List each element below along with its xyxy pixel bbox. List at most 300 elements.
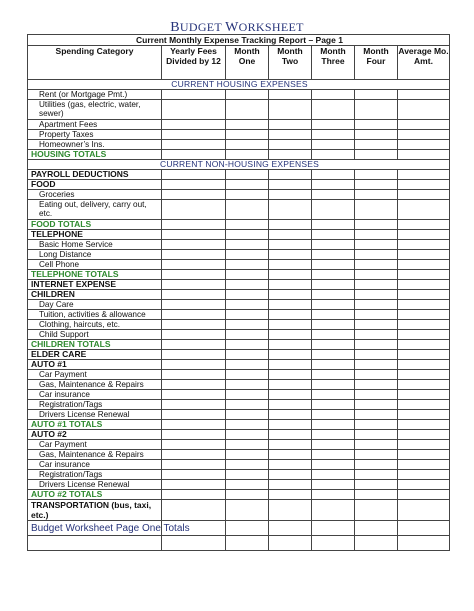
amount-cell[interactable] [312, 320, 355, 330]
amount-cell[interactable] [162, 290, 226, 300]
amount-cell[interactable] [269, 220, 312, 230]
amount-cell[interactable] [269, 250, 312, 260]
amount-cell[interactable] [269, 340, 312, 350]
amount-cell[interactable] [312, 400, 355, 410]
amount-cell[interactable] [162, 400, 226, 410]
amount-cell[interactable] [398, 200, 450, 220]
header-month-one: Month One [226, 46, 269, 80]
amount-cell[interactable] [226, 270, 269, 280]
amount-cell[interactable] [355, 380, 398, 390]
amount-cell[interactable] [355, 521, 398, 536]
amount-cell[interactable] [355, 150, 398, 160]
amount-cell[interactable] [312, 450, 355, 460]
amount-cell[interactable] [398, 150, 450, 160]
amount-cell[interactable] [355, 100, 398, 120]
amount-cell[interactable] [398, 170, 450, 180]
amount-cell[interactable] [312, 370, 355, 380]
amount-cell[interactable] [226, 120, 269, 130]
amount-cell[interactable] [269, 120, 312, 130]
amount-cell[interactable] [312, 290, 355, 300]
amount-cell[interactable] [398, 360, 450, 370]
amount-cell[interactable] [162, 410, 226, 420]
amount-cell[interactable] [269, 180, 312, 190]
amount-cell[interactable] [312, 350, 355, 360]
amount-cell[interactable] [355, 270, 398, 280]
amount-cell[interactable] [269, 460, 312, 470]
amount-cell[interactable] [269, 400, 312, 410]
amount-cell[interactable] [312, 140, 355, 150]
amount-cell[interactable] [162, 260, 226, 270]
header-month-three: Month Three [312, 46, 355, 80]
row-label: Registration/Tags [28, 470, 162, 480]
amount-cell[interactable] [226, 310, 269, 320]
amount-cell[interactable] [355, 290, 398, 300]
amount-cell[interactable] [312, 390, 355, 400]
amount-cell[interactable] [355, 410, 398, 420]
amount-cell[interactable] [162, 330, 226, 340]
amount-cell[interactable] [269, 410, 312, 420]
amount-cell[interactable] [355, 350, 398, 360]
amount-cell[interactable] [269, 360, 312, 370]
amount-cell[interactable] [269, 300, 312, 310]
amount-cell[interactable] [355, 536, 398, 551]
amount-cell[interactable] [269, 90, 312, 100]
amount-cell[interactable] [226, 170, 269, 180]
amount-cell[interactable] [226, 460, 269, 470]
row-label: AUTO #1 TOTALS [28, 420, 162, 430]
amount-cell[interactable] [312, 536, 355, 551]
amount-cell[interactable] [226, 230, 269, 240]
amount-cell[interactable] [398, 190, 450, 200]
category-row [28, 230, 450, 240]
amount-cell[interactable] [355, 180, 398, 190]
amount-cell[interactable] [162, 490, 226, 500]
amount-cell[interactable] [162, 240, 226, 250]
amount-cell[interactable] [398, 240, 450, 250]
amount-cell[interactable] [269, 260, 312, 270]
amount-cell[interactable] [312, 270, 355, 280]
amount-cell[interactable] [226, 260, 269, 270]
amount-cell[interactable] [312, 440, 355, 450]
amount-cell[interactable] [312, 310, 355, 320]
amount-cell[interactable] [355, 260, 398, 270]
amount-cell[interactable] [269, 100, 312, 120]
amount-cell[interactable] [398, 260, 450, 270]
amount-cell[interactable] [312, 420, 355, 430]
amount-cell[interactable] [355, 470, 398, 480]
header-spending-category: Spending Category [28, 46, 162, 80]
amount-cell[interactable] [162, 450, 226, 460]
table-row [28, 410, 450, 420]
category-row [28, 180, 450, 190]
category-row [28, 280, 450, 290]
amount-cell[interactable] [398, 320, 450, 330]
amount-cell[interactable] [269, 390, 312, 400]
amount-cell[interactable] [269, 500, 312, 521]
row-label: Budget Worksheet Page One Totals [28, 521, 162, 536]
amount-cell[interactable] [226, 200, 269, 220]
amount-cell[interactable] [312, 200, 355, 220]
amount-cell[interactable] [226, 360, 269, 370]
amount-cell[interactable] [312, 120, 355, 130]
amount-cell[interactable] [162, 120, 226, 130]
row-label: Eating out, delivery, carry out, etc. [28, 200, 162, 220]
table-row [28, 450, 450, 460]
total-row [28, 420, 450, 430]
amount-cell[interactable] [269, 380, 312, 390]
amount-cell[interactable] [355, 240, 398, 250]
amount-cell[interactable] [398, 290, 450, 300]
amount-cell[interactable] [355, 200, 398, 220]
amount-cell[interactable] [162, 250, 226, 260]
row-label: Utilities (gas, electric, water, sewer) [28, 100, 162, 120]
amount-cell[interactable] [269, 480, 312, 490]
amount-cell[interactable] [269, 150, 312, 160]
amount-cell[interactable] [312, 220, 355, 230]
row-label: AUTO #2 [28, 430, 162, 440]
amount-cell[interactable] [226, 150, 269, 160]
amount-cell[interactable] [312, 150, 355, 160]
row-label: CHILDREN TOTALS [28, 340, 162, 350]
amount-cell[interactable] [226, 250, 269, 260]
amount-cell[interactable] [226, 480, 269, 490]
header-month-four: Month Four [355, 46, 398, 80]
row-label: TELEPHONE [28, 230, 162, 240]
category-row [28, 350, 450, 360]
amount-cell[interactable] [312, 430, 355, 440]
amount-cell[interactable] [355, 460, 398, 470]
amount-cell[interactable] [312, 90, 355, 100]
amount-cell[interactable] [269, 200, 312, 220]
amount-cell[interactable] [226, 500, 269, 521]
amount-cell[interactable] [162, 170, 226, 180]
amount-cell[interactable] [398, 450, 450, 460]
amount-cell[interactable] [269, 370, 312, 380]
amount-cell[interactable] [312, 190, 355, 200]
amount-cell[interactable] [269, 290, 312, 300]
amount-cell[interactable] [398, 270, 450, 280]
amount-cell[interactable] [312, 460, 355, 470]
amount-cell[interactable] [398, 480, 450, 490]
amount-cell[interactable] [355, 440, 398, 450]
row-label: Long Distance [28, 250, 162, 260]
table-row [28, 390, 450, 400]
amount-cell[interactable] [398, 180, 450, 190]
amount-cell[interactable] [162, 390, 226, 400]
amount-cell[interactable] [355, 130, 398, 140]
amount-cell[interactable] [162, 90, 226, 100]
amount-cell[interactable] [269, 536, 312, 551]
row-label: INTERNET EXPENSE [28, 280, 162, 290]
amount-cell[interactable] [355, 310, 398, 320]
amount-cell[interactable] [162, 420, 226, 430]
amount-cell[interactable] [312, 230, 355, 240]
amount-cell[interactable] [355, 320, 398, 330]
page-totals-row [28, 521, 450, 536]
amount-cell[interactable] [269, 280, 312, 290]
total-row [28, 270, 450, 280]
amount-cell[interactable] [312, 330, 355, 340]
row-label: TRANSPORTATION (bus, taxi, etc.) [28, 500, 162, 521]
table-row [28, 200, 450, 220]
amount-cell[interactable] [312, 410, 355, 420]
amount-cell[interactable] [226, 240, 269, 250]
row-label: Car insurance [28, 460, 162, 470]
amount-cell[interactable] [355, 340, 398, 350]
row-label: Tuition, activities & allowance [28, 310, 162, 320]
table-row [28, 100, 450, 120]
amount-cell[interactable] [226, 536, 269, 551]
amount-cell[interactable] [226, 350, 269, 360]
amount-cell[interactable] [355, 450, 398, 460]
amount-cell[interactable] [355, 360, 398, 370]
amount-cell[interactable] [226, 420, 269, 430]
amount-cell[interactable] [226, 440, 269, 450]
amount-cell[interactable] [398, 90, 450, 100]
amount-cell[interactable] [398, 410, 450, 420]
amount-cell[interactable] [398, 370, 450, 380]
amount-cell[interactable] [269, 230, 312, 240]
amount-cell[interactable] [355, 330, 398, 340]
amount-cell[interactable] [226, 450, 269, 460]
table-row [28, 90, 450, 100]
amount-cell[interactable] [226, 380, 269, 390]
amount-cell[interactable] [312, 380, 355, 390]
amount-cell[interactable] [398, 430, 450, 440]
amount-cell[interactable] [226, 300, 269, 310]
amount-cell[interactable] [162, 310, 226, 320]
amount-cell[interactable] [312, 500, 355, 521]
amount-cell[interactable] [226, 340, 269, 350]
amount-cell[interactable] [398, 140, 450, 150]
amount-cell[interactable] [162, 460, 226, 470]
amount-cell[interactable] [162, 300, 226, 310]
amount-cell[interactable] [312, 490, 355, 500]
amount-cell[interactable] [312, 360, 355, 370]
row-label: Car Payment [28, 370, 162, 380]
row-label: Car Payment [28, 440, 162, 450]
amount-cell[interactable] [398, 340, 450, 350]
amount-cell[interactable] [226, 521, 269, 536]
amount-cell[interactable] [162, 536, 226, 551]
amount-cell[interactable] [162, 370, 226, 380]
amount-cell[interactable] [398, 330, 450, 340]
header-row [28, 46, 450, 80]
report-title-row [28, 35, 450, 46]
row-label: Child Support [28, 330, 162, 340]
amount-cell[interactable] [398, 100, 450, 120]
amount-cell[interactable] [398, 130, 450, 140]
amount-cell[interactable] [312, 260, 355, 270]
amount-cell[interactable] [398, 420, 450, 430]
amount-cell[interactable] [355, 140, 398, 150]
amount-cell[interactable] [226, 190, 269, 200]
amount-cell[interactable] [269, 170, 312, 180]
amount-cell[interactable] [398, 521, 450, 536]
amount-cell[interactable] [398, 300, 450, 310]
amount-cell[interactable] [226, 320, 269, 330]
amount-cell[interactable] [162, 150, 226, 160]
amount-cell[interactable] [355, 430, 398, 440]
amount-cell[interactable] [226, 490, 269, 500]
amount-cell[interactable] [269, 490, 312, 500]
amount-cell[interactable] [162, 380, 226, 390]
amount-cell[interactable] [226, 220, 269, 230]
amount-cell[interactable] [162, 200, 226, 220]
amount-cell[interactable] [312, 130, 355, 140]
amount-cell[interactable] [162, 190, 226, 200]
amount-cell[interactable] [162, 100, 226, 120]
amount-cell[interactable] [269, 521, 312, 536]
amount-cell[interactable] [312, 521, 355, 536]
amount-cell[interactable] [226, 330, 269, 340]
report-title: Current Monthly Expense Tracking Report – Page 1 [28, 35, 450, 46]
amount-cell[interactable] [162, 440, 226, 450]
amount-cell[interactable] [355, 280, 398, 290]
total-row [28, 340, 450, 350]
amount-cell[interactable] [312, 340, 355, 350]
amount-cell[interactable] [355, 250, 398, 260]
amount-cell[interactable] [312, 240, 355, 250]
amount-cell[interactable] [162, 340, 226, 350]
amount-cell[interactable] [355, 230, 398, 240]
amount-cell[interactable] [269, 440, 312, 450]
section-title: CURRENT HOUSING EXPENSES [28, 80, 450, 90]
amount-cell[interactable] [355, 480, 398, 490]
amount-cell[interactable] [312, 470, 355, 480]
table-row [28, 250, 450, 260]
header-average: Average Mo. Amt. [398, 46, 450, 80]
table-row [28, 536, 450, 551]
amount-cell[interactable] [398, 280, 450, 290]
amount-cell[interactable] [398, 470, 450, 480]
table-row [28, 120, 450, 130]
amount-cell[interactable] [269, 240, 312, 250]
amount-cell[interactable] [398, 120, 450, 130]
amount-cell[interactable] [398, 310, 450, 320]
amount-cell[interactable] [269, 430, 312, 440]
amount-cell[interactable] [162, 320, 226, 330]
amount-cell[interactable] [162, 350, 226, 360]
amount-cell[interactable] [269, 450, 312, 460]
amount-cell[interactable] [312, 170, 355, 180]
amount-cell[interactable] [312, 300, 355, 310]
amount-cell[interactable] [355, 170, 398, 180]
amount-cell[interactable] [226, 410, 269, 420]
table-row [28, 370, 450, 380]
row-label: Gas, Maintenance & Repairs [28, 450, 162, 460]
total-row [28, 220, 450, 230]
amount-cell[interactable] [398, 500, 450, 521]
amount-cell[interactable] [226, 180, 269, 190]
amount-cell[interactable] [355, 490, 398, 500]
amount-cell[interactable] [226, 100, 269, 120]
amount-cell[interactable] [355, 400, 398, 410]
amount-cell[interactable] [355, 190, 398, 200]
amount-cell[interactable] [226, 140, 269, 150]
amount-cell[interactable] [162, 140, 226, 150]
amount-cell[interactable] [355, 300, 398, 310]
amount-cell[interactable] [226, 130, 269, 140]
amount-cell[interactable] [312, 250, 355, 260]
amount-cell[interactable] [162, 180, 226, 190]
amount-cell[interactable] [398, 460, 450, 470]
amount-cell[interactable] [226, 470, 269, 480]
amount-cell[interactable] [355, 390, 398, 400]
row-label: Car insurance [28, 390, 162, 400]
amount-cell[interactable] [269, 420, 312, 430]
amount-cell[interactable] [226, 290, 269, 300]
amount-cell[interactable] [355, 370, 398, 380]
amount-cell[interactable] [398, 390, 450, 400]
amount-cell[interactable] [269, 140, 312, 150]
amount-cell[interactable] [269, 130, 312, 140]
total-row [28, 490, 450, 500]
amount-cell[interactable] [162, 280, 226, 290]
amount-cell[interactable] [355, 90, 398, 100]
amount-cell[interactable] [398, 490, 450, 500]
table-row [28, 400, 450, 410]
amount-cell[interactable] [162, 130, 226, 140]
amount-cell[interactable] [226, 390, 269, 400]
amount-cell[interactable] [269, 330, 312, 340]
table-row [28, 480, 450, 490]
amount-cell[interactable] [398, 380, 450, 390]
amount-cell[interactable] [355, 420, 398, 430]
amount-cell[interactable] [398, 230, 450, 240]
amount-cell[interactable] [312, 480, 355, 490]
amount-cell[interactable] [398, 400, 450, 410]
amount-cell[interactable] [312, 100, 355, 120]
amount-cell[interactable] [226, 430, 269, 440]
amount-cell[interactable] [398, 220, 450, 230]
amount-cell[interactable] [355, 220, 398, 230]
amount-cell[interactable] [162, 500, 226, 521]
amount-cell[interactable] [398, 250, 450, 260]
amount-cell[interactable] [162, 470, 226, 480]
amount-cell[interactable] [269, 310, 312, 320]
amount-cell[interactable] [226, 90, 269, 100]
amount-cell[interactable] [312, 280, 355, 290]
amount-cell[interactable] [162, 230, 226, 240]
amount-cell[interactable] [398, 350, 450, 360]
amount-cell[interactable] [226, 400, 269, 410]
amount-cell[interactable] [269, 190, 312, 200]
table-row [28, 470, 450, 480]
amount-cell[interactable] [355, 120, 398, 130]
amount-cell[interactable] [269, 470, 312, 480]
amount-cell[interactable] [398, 440, 450, 450]
section-header-row [28, 80, 450, 90]
amount-cell[interactable] [269, 270, 312, 280]
table-row [28, 240, 450, 250]
amount-cell[interactable] [226, 370, 269, 380]
amount-cell[interactable] [162, 360, 226, 370]
amount-cell[interactable] [162, 220, 226, 230]
amount-cell[interactable] [312, 180, 355, 190]
amount-cell[interactable] [269, 320, 312, 330]
amount-cell[interactable] [398, 536, 450, 551]
amount-cell[interactable] [162, 480, 226, 490]
amount-cell[interactable] [226, 280, 269, 290]
row-label: Clothing, haircuts, etc. [28, 320, 162, 330]
amount-cell[interactable] [162, 430, 226, 440]
amount-cell[interactable] [269, 350, 312, 360]
row-label: Day Care [28, 300, 162, 310]
amount-cell[interactable] [162, 270, 226, 280]
row-label: FOOD TOTALS [28, 220, 162, 230]
amount-cell[interactable] [355, 500, 398, 521]
